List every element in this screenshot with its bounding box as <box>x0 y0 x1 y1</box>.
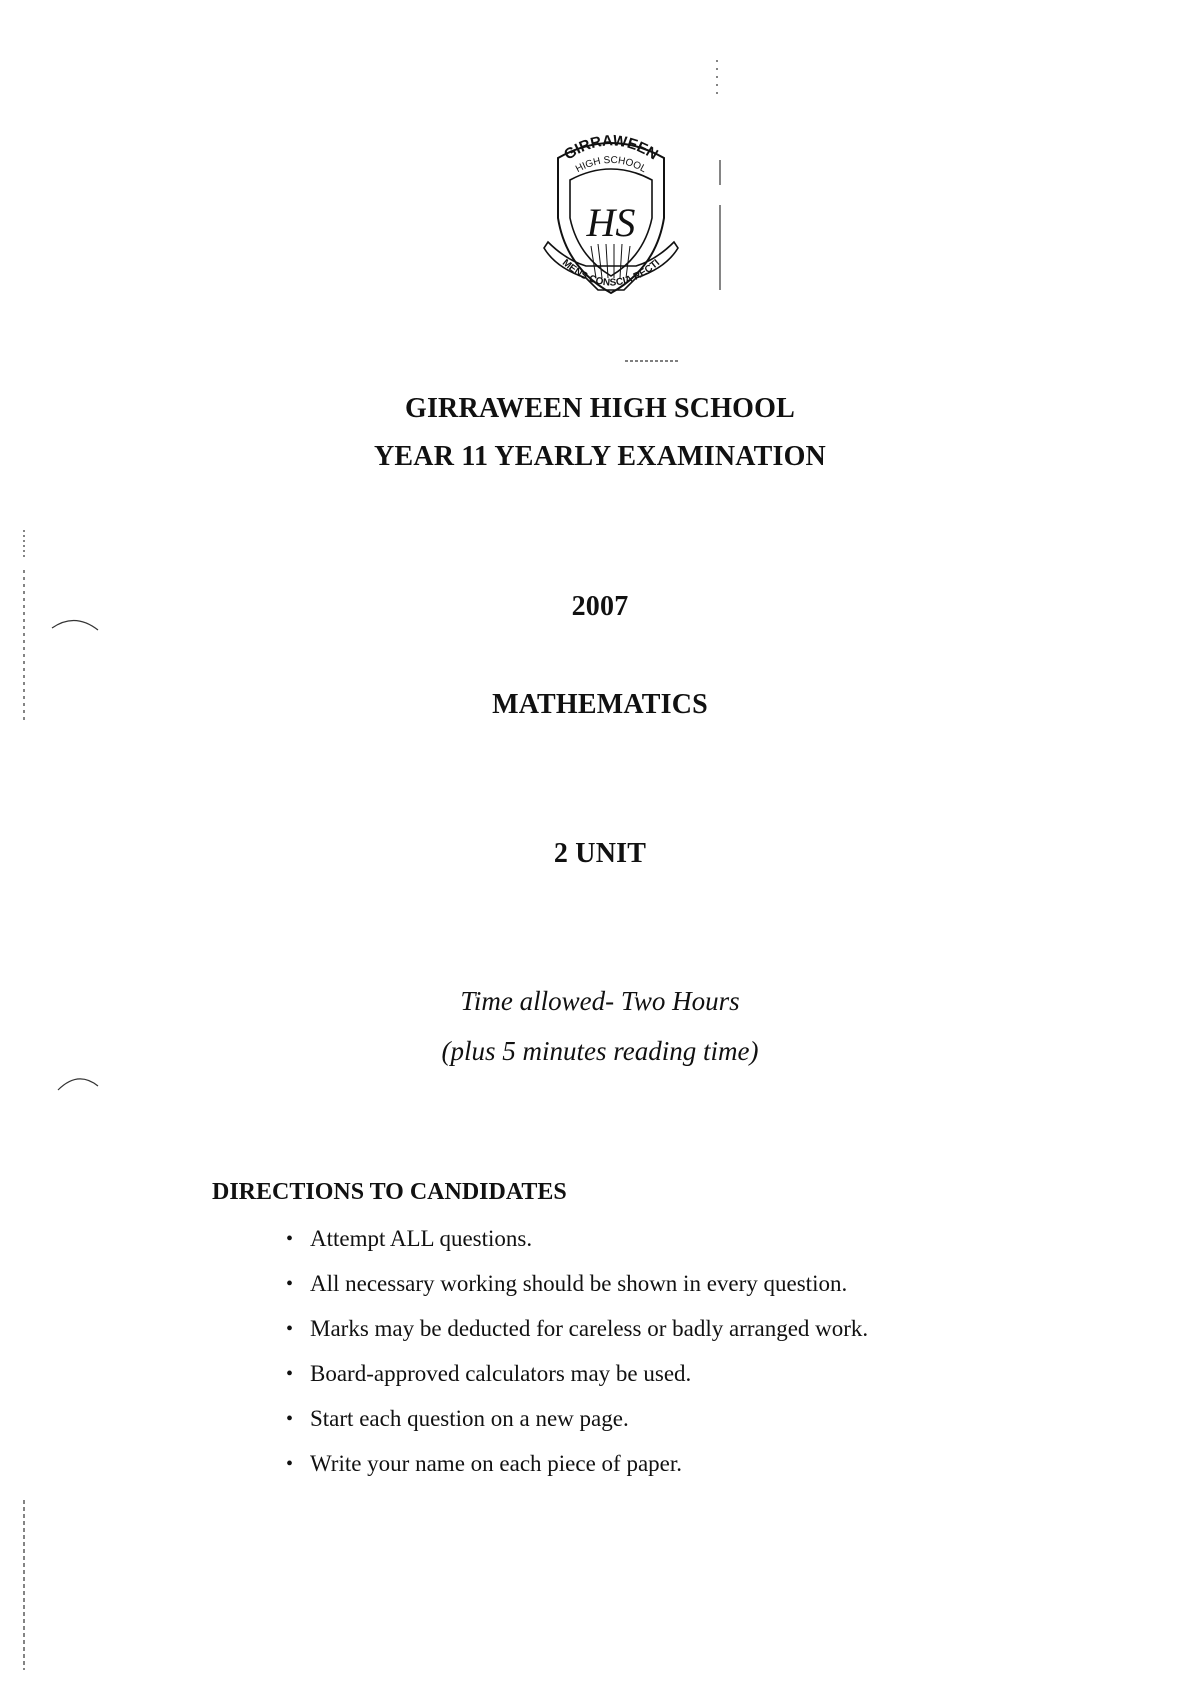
bullet-icon: • <box>286 1453 294 1475</box>
direction-item <box>286 1449 868 1494</box>
school-crest <box>536 118 686 318</box>
crest-sub-text: HIGH SCHOOL <box>573 154 649 176</box>
direction-item <box>286 1269 868 1314</box>
subject-title: MATHEMATICS <box>492 689 708 720</box>
direction-text: Marks may be deducted for careless or badly arranged work. <box>310 1316 869 1341</box>
exam-title: YEAR 11 YEARLY EXAMINATION <box>374 441 826 472</box>
direction-item <box>286 1359 868 1404</box>
direction-text: Board-approved calculators may be used. <box>310 1361 692 1386</box>
bullet-icon: • <box>286 1363 294 1385</box>
direction-text: Start each question on a new page. <box>310 1406 629 1431</box>
svg-text:HIGH SCHOOL <box>574 155 648 175</box>
exam-year: 2007 <box>571 591 629 622</box>
bullet-icon: • <box>286 1273 294 1295</box>
directions-heading: DIRECTIONS TO CANDIDATES <box>212 1179 567 1205</box>
crest-motto: MENS CONSCIA RECTI <box>559 257 663 289</box>
directions-list <box>286 1224 868 1494</box>
bullet-icon: • <box>286 1318 294 1340</box>
time-allowed: Time allowed- Two Hours <box>460 986 740 1016</box>
crest-top-text: GIRRAWEEN <box>561 132 661 164</box>
direction-item <box>286 1404 868 1449</box>
crest-monogram: HS <box>586 200 636 245</box>
direction-item <box>286 1224 868 1269</box>
direction-text: Write your name on each piece of paper. <box>310 1451 683 1476</box>
direction-item <box>286 1314 868 1359</box>
school-name: GIRRAWEEN HIGH SCHOOL <box>404 393 796 424</box>
unit-label: 2 UNIT <box>553 838 647 869</box>
bullet-icon: • <box>286 1228 294 1250</box>
reading-time: (plus 5 minutes reading time) <box>441 1036 759 1066</box>
direction-text: Attempt ALL questions. <box>310 1226 533 1251</box>
bullet-icon: • <box>286 1408 294 1430</box>
direction-text: All necessary working should be shown in every question. <box>310 1271 848 1296</box>
